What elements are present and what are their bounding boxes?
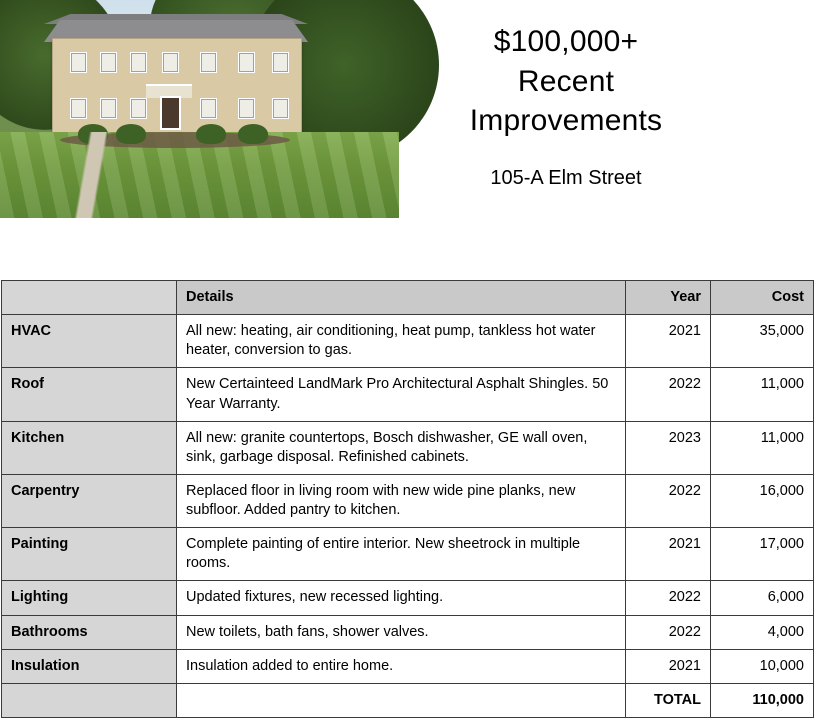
page-title-line-3: Improvements (469, 104, 663, 138)
row-cost: 10,000 (711, 649, 814, 683)
row-year: 2022 (626, 368, 711, 421)
improvements-table-wrap (0, 280, 804, 718)
window (162, 52, 179, 73)
page-title-line-1: $100,000+ (493, 25, 639, 58)
window (200, 52, 217, 73)
total-details-spacer (177, 683, 626, 717)
row-category: HVAC (2, 315, 177, 368)
row-category: Roof (2, 368, 177, 421)
row-year: 2021 (626, 315, 711, 368)
window (70, 98, 87, 119)
row-details: New toilets, bath fans, shower valves. (177, 615, 626, 649)
total-category-spacer (2, 683, 177, 717)
table-total-row (2, 683, 814, 717)
column-header-details: Details (177, 281, 626, 315)
shrub (238, 124, 268, 144)
table-header (2, 281, 814, 315)
row-cost: 35,000 (711, 315, 814, 368)
row-year: 2022 (626, 615, 711, 649)
row-year: 2023 (626, 421, 711, 474)
total-label: TOTAL (626, 683, 711, 717)
table-row (2, 368, 814, 421)
page-title-line-2: Recent (517, 64, 615, 98)
window (238, 98, 255, 119)
row-year: 2022 (626, 581, 711, 615)
header-text-block (399, 0, 739, 190)
total-cost: 110,000 (711, 683, 814, 717)
column-header-category (2, 281, 177, 315)
window (272, 52, 289, 73)
walkway (30, 132, 150, 218)
property-address: 105-A Elm Street (490, 166, 642, 189)
row-category: Insulation (2, 649, 177, 683)
table-row (2, 474, 814, 527)
row-details: All new: granite countertops, Bosch dishwasher, GE wall oven, sink, garbage disposal. Refinished cabinets. (177, 421, 626, 474)
row-category: Bathrooms (2, 615, 177, 649)
row-cost: 6,000 (711, 581, 814, 615)
row-details: Replaced floor in living room with new wide pine planks, new subfloor. Added pantry to kitchen. (177, 474, 626, 527)
row-category: Lighting (2, 581, 177, 615)
column-header-year: Year (626, 281, 711, 315)
table-row (2, 581, 814, 615)
row-year: 2021 (626, 649, 711, 683)
page-title (411, 22, 721, 141)
table-row (2, 615, 814, 649)
window (200, 98, 217, 119)
window (100, 98, 117, 119)
table-row (2, 421, 814, 474)
window (100, 52, 117, 73)
window (130, 52, 147, 73)
row-category: Painting (2, 528, 177, 581)
column-header-cost: Cost (711, 281, 814, 315)
row-cost: 11,000 (711, 421, 814, 474)
row-details: Updated fixtures, new recessed lighting. (177, 581, 626, 615)
front-door (160, 96, 181, 130)
row-details: Insulation added to entire home. (177, 649, 626, 683)
window (130, 98, 147, 119)
row-details: All new: heating, air conditioning, heat pump, tankless hot water heater, conversion to gas. (177, 315, 626, 368)
row-category: Carpentry (2, 474, 177, 527)
document-header (0, 0, 739, 218)
row-details: Complete painting of entire interior. New sheetrock in multiple rooms. (177, 528, 626, 581)
shrub (196, 124, 226, 144)
table-body (2, 315, 814, 718)
row-cost: 11,000 (711, 368, 814, 421)
row-cost: 16,000 (711, 474, 814, 527)
row-cost: 17,000 (711, 528, 814, 581)
table-header-row (2, 281, 814, 315)
table-row (2, 649, 814, 683)
window (238, 52, 255, 73)
row-category: Kitchen (2, 421, 177, 474)
house-exterior-photo (0, 0, 399, 218)
table-row (2, 528, 814, 581)
row-year: 2022 (626, 474, 711, 527)
row-details: New Certainteed LandMark Pro Architectural Asphalt Shingles. 50 Year Warranty. (177, 368, 626, 421)
window (272, 98, 289, 119)
window (70, 52, 87, 73)
table-row (2, 315, 814, 368)
row-cost: 4,000 (711, 615, 814, 649)
row-year: 2021 (626, 528, 711, 581)
improvements-table (1, 280, 814, 718)
